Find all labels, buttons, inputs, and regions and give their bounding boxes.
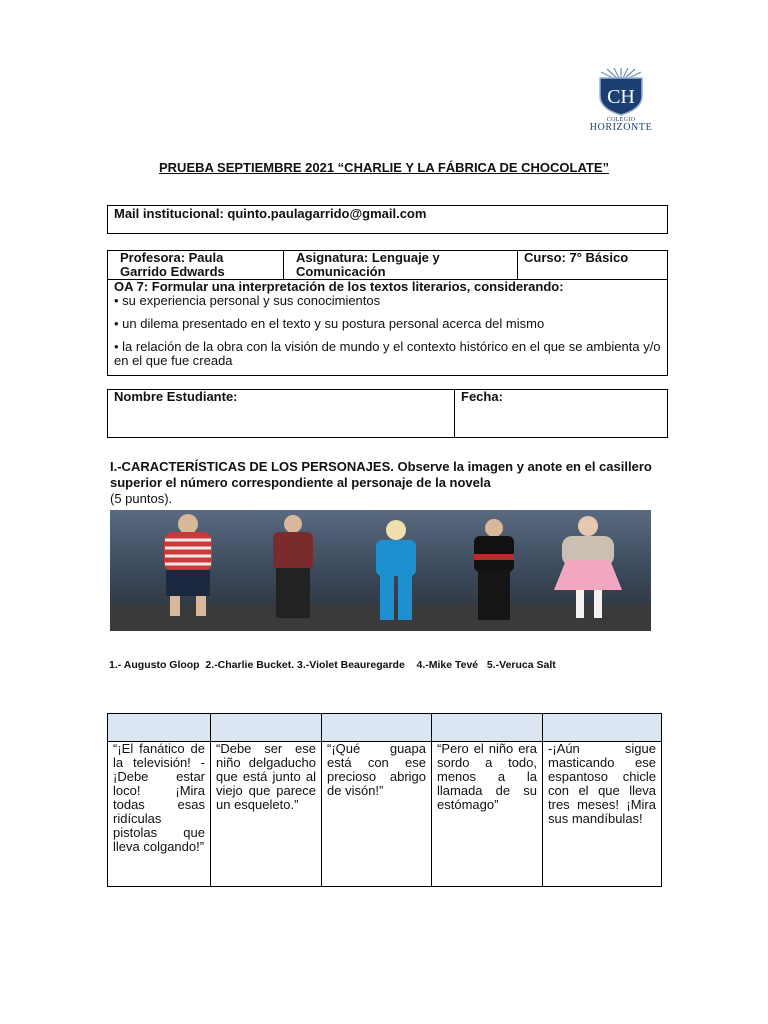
characters-photo <box>110 510 651 631</box>
shield-icon <box>595 68 647 116</box>
quote-cell-5: -¡Aún sigue masticando ese espantoso chicle con el que lleva tres meses! ¡Mira sus mandíbulas! <box>543 742 662 887</box>
section-heading <box>110 459 666 507</box>
date-label: Fecha: <box>461 389 503 404</box>
section-points: (5 puntos). <box>110 491 173 506</box>
course-cell: Curso: 7° Básico <box>524 250 629 265</box>
answer-cell-2[interactable] <box>211 714 322 742</box>
subject-line1: Asignatura: Lenguaje y <box>296 250 440 265</box>
page-title: PRUEBA SEPTIEMBRE 2021 “CHARLIE Y LA FÁBRICA DE CHOCOLATE” <box>159 160 609 175</box>
teacher-line1: Profesora: Paula <box>120 250 224 265</box>
objective-bullet-3: • la relación de la obra con la visión de mundo y el contexto histórico en el que se ambienta y/o en el que fue creada <box>114 339 661 368</box>
subject-line2: Comunicación <box>296 264 386 279</box>
quote-cell-4: “Pero el niño era sordo a todo, menos a la llamada de su estómago” <box>432 742 543 887</box>
answer-cell-4[interactable] <box>432 714 543 742</box>
quote-cell-1: “¡El fanático de la televisión! -¡Debe estar loco! ¡Mira todas esas ridículas pistolas que lleva colgando!” <box>108 742 211 887</box>
objective-block <box>108 280 667 368</box>
mail-text: Mail institucional: quinto.paulagarrido@gmail.com <box>114 206 427 221</box>
quote-cell-3: “¡Qué guapa está con ese precioso abrigo de visón!” <box>322 742 432 887</box>
student-table <box>107 389 668 438</box>
logo-line2: HORIZONTE <box>589 122 653 133</box>
teacher-cell <box>108 251 284 279</box>
logo-monogram: CH <box>607 86 635 108</box>
quotes-row <box>108 742 662 887</box>
quotes-table <box>107 713 662 887</box>
student-name-label: Nombre Estudiante: <box>108 390 455 437</box>
answer-row <box>108 714 662 742</box>
answer-cell-5[interactable] <box>543 714 662 742</box>
characters-list: 1.- Augusto Gloop 2.-Charlie Bucket. 3.-Violet Beauregarde 4.-Mike Tevé 5.-Veruca Salt <box>109 659 556 671</box>
subject-cell <box>284 251 518 279</box>
info-header-row <box>108 251 667 280</box>
teacher-line2: Garrido Edwards <box>120 264 225 279</box>
answer-cell-1[interactable] <box>108 714 211 742</box>
quote-cell-2: “Debe ser ese niño delgaducho que está junto al viejo que parece un esqueleto.” <box>211 742 322 887</box>
info-table <box>107 250 668 376</box>
objective-title: OA 7: Formular una interpretación de los textos literarios, considerando: <box>114 279 564 294</box>
mail-box <box>107 205 668 234</box>
objective-bullet-1: • su experiencia personal y sus conocimientos <box>114 293 381 308</box>
logo-line1: COLEGIO <box>606 117 636 123</box>
answer-cell-3[interactable] <box>322 714 432 742</box>
objective-bullet-2: • un dilema presentado en el texto y su postura personal acerca del mismo <box>114 316 545 331</box>
school-logo <box>583 68 659 140</box>
section-instructions: I.-CARACTERÍSTICAS DE LOS PERSONAJES. Observe la imagen y anote en el casillero superior el número correspondiente al personaje de la novela <box>110 459 652 490</box>
